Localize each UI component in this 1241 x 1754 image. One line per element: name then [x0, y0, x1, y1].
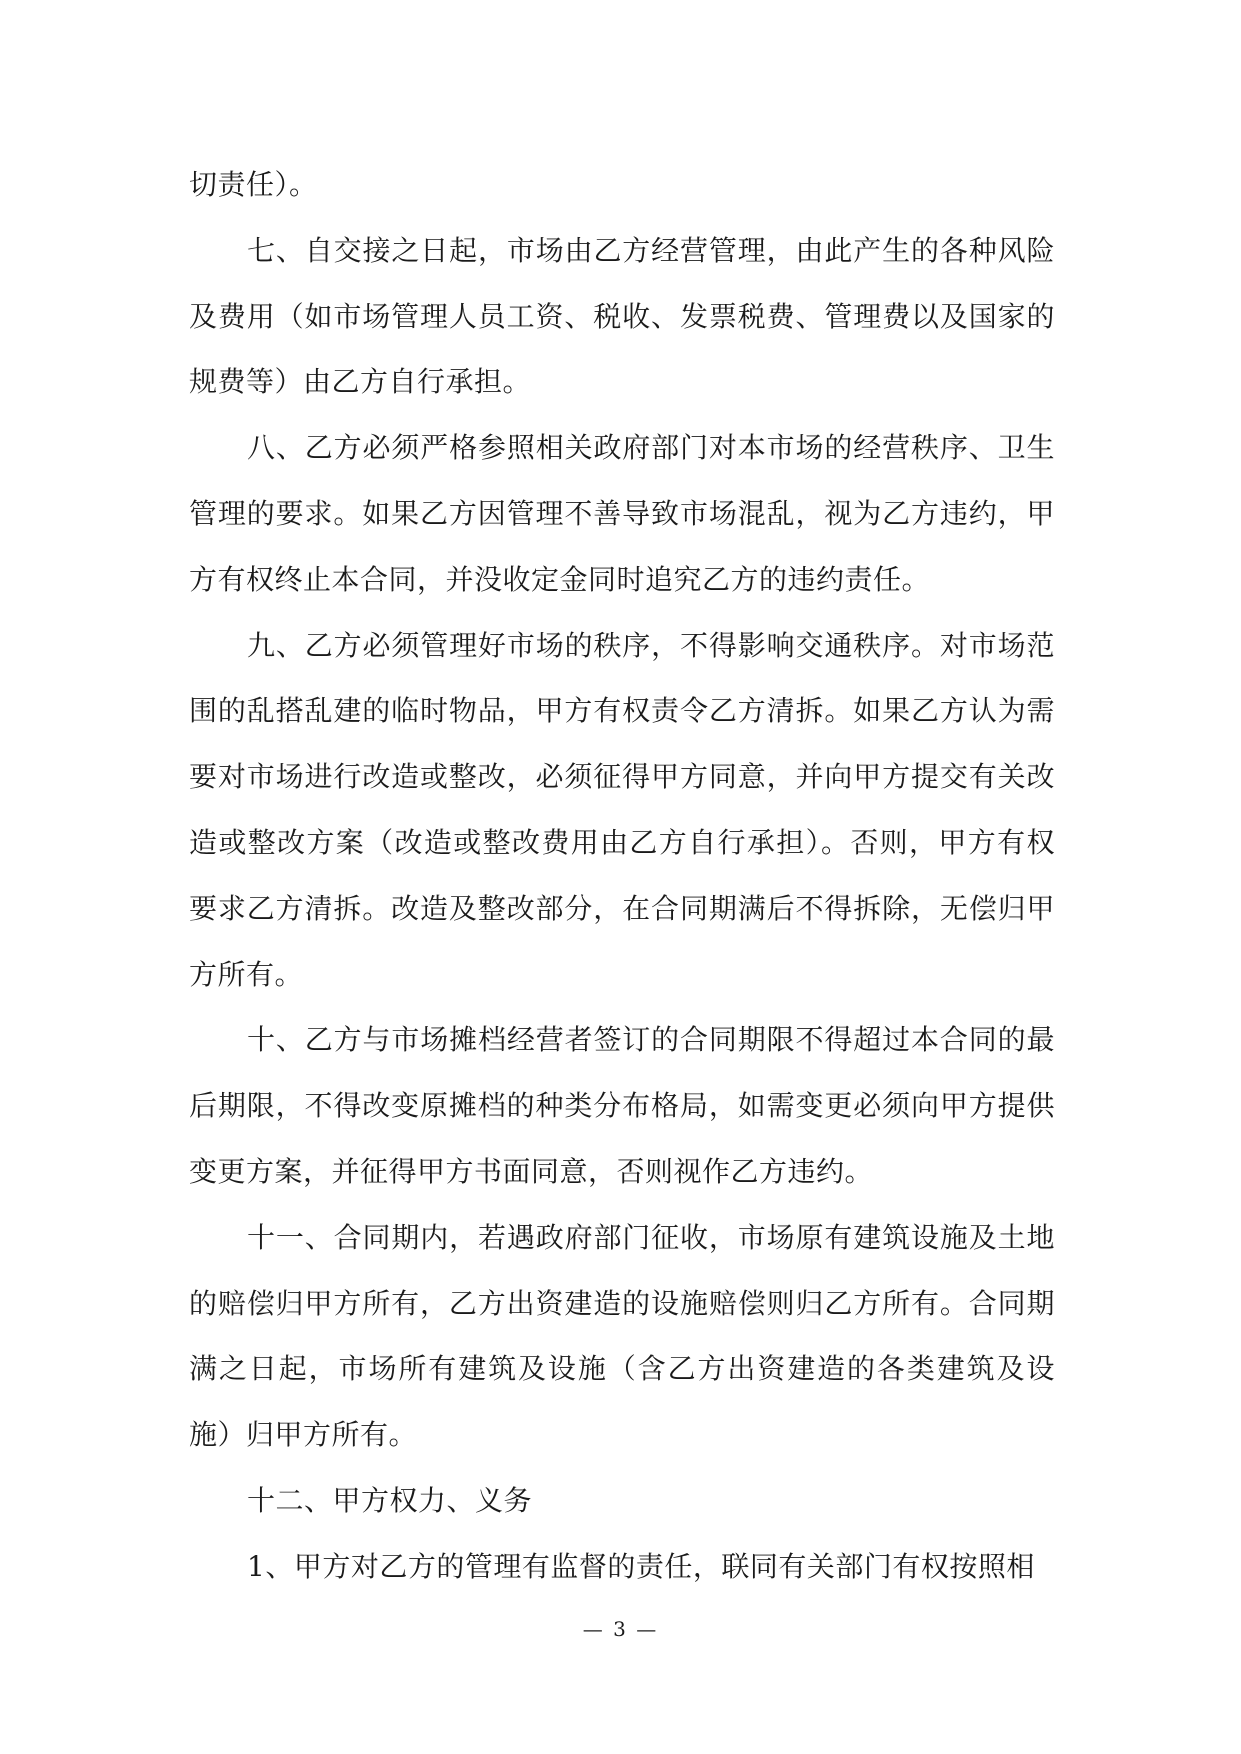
paragraph-clause-9: 九、乙方必须管理好市场的秩序，不得影响交通秩序。对市场范围的乱搭乱建的临时物品，甲方有权责令乙方清拆。如果乙方认为需要对市场进行改造或整改，必须征得甲方同意，并向甲方提交有关改造或整改方案（改造或整改费用由乙方自行承担）。否则，甲方有权要求乙方清拆。改造及整改部分，在合同期满后不得拆除，无偿归甲方所有。 — [189, 628, 1055, 991]
paragraph-clause-10: 十、乙方与市场摊档经营者签订的合同期限不得超过本合同的最后期限，不得改变原摊档的种类分布格局，如需变更必须向甲方提供变更方案，并征得甲方书面同意，否则视作乙方违约。 — [189, 1023, 1055, 1188]
paragraph-clause-8: 八、乙方必须严格参照相关政府部门对本市场的经营秩序、卫生管理的要求。如果乙方因管理不善导致市场混乱，视为乙方违约，甲方有权终止本合同，并没收定金同时追究乙方的违约责任。 — [189, 431, 1055, 596]
body-text — [189, 152, 1055, 1600]
paragraph-continuation: 切责任）。 — [189, 168, 318, 201]
paragraph-clause-7: 七、自交接之日起，市场由乙方经营管理，由此产生的各种风险及费用（如市场管理人员工资、税收、发票税费、管理费以及国家的规费等）由乙方自行承担。 — [189, 233, 1055, 399]
paragraph-clause-11: 十一、合同期内，若遇政府部门征收，市场原有建筑设施及土地的赔偿归甲方所有，乙方出资建造的设施赔偿则归乙方所有。合同期满之日起，市场所有建筑及设施（含乙方出资建造的各类建筑及设施）归甲方所有。 — [189, 1220, 1055, 1452]
paragraph-clause-12-heading: 十二、甲方权力、义务 — [247, 1483, 533, 1517]
paragraph-clause-12-item-1: 1、甲方对乙方的管理有监督的责任，联同有关部门有权按照相 — [247, 1549, 1035, 1583]
page-number: — 3 — — [582, 1617, 659, 1641]
